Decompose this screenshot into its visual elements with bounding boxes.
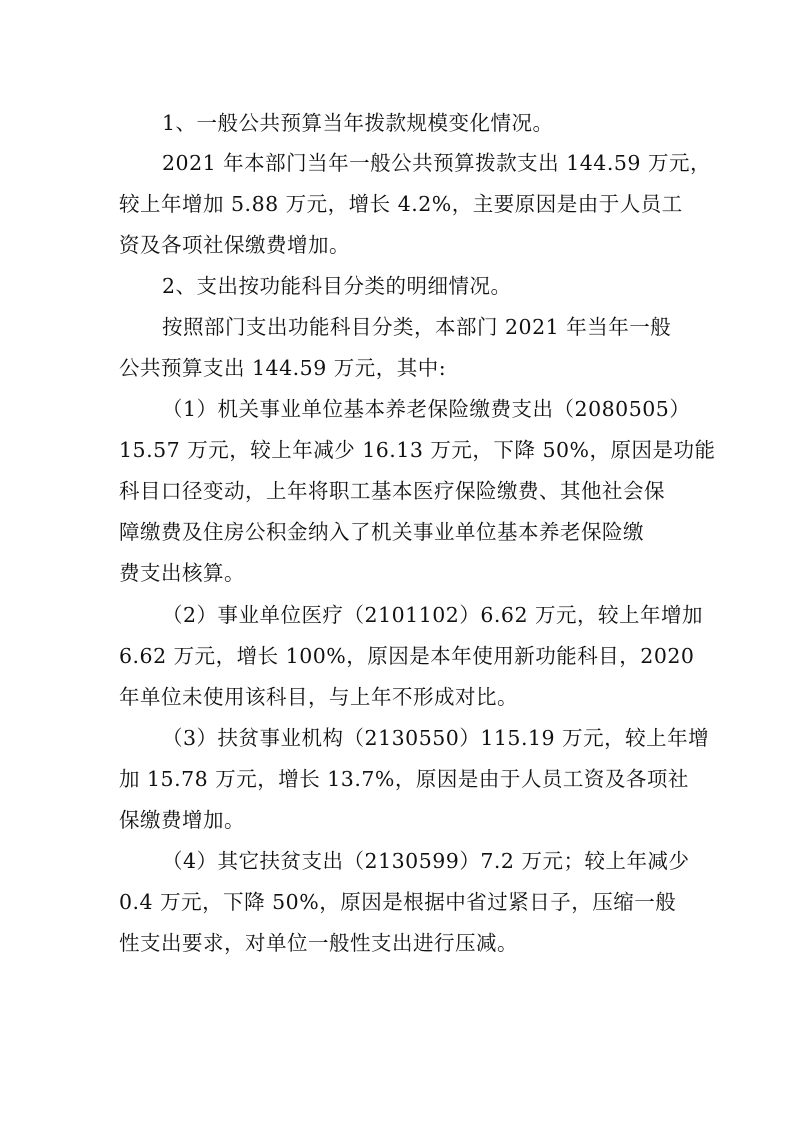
text-line: 较上年增加 5.88 万元，增长 4.2%，主要原因是由于人员工 [119,192,683,216]
paragraph-heading-2: 2、支出按功能科目分类的明细情况。 [162,274,512,298]
text-line: 0.4 万元，下降 50%，原因是根据中省过紧日子，压缩一般 [119,890,677,914]
text-line: 资及各项社保缴费增加。 [119,233,350,257]
text-line: 障缴费及住房公积金纳入了机关事业单位基本养老保险缴 [119,520,644,544]
text-line: 加 15.78 万元，增长 13.7%，原因是由于人员工资及各项社 [119,767,689,791]
text-line: 公共预算支出 144.59 万元，其中: [119,356,447,380]
text-line: 6.62 万元，增长 100%，原因是本年使用新功能科目，2020 [119,644,695,668]
text-line: 按照部门支出功能科目分类，本部门 2021 年当年一般 [162,315,672,339]
text-line: 年单位未使用该科目，与上年不形成对比。 [119,685,518,709]
paragraph-heading-1: 1、一般公共预算当年拨款规模变化情况。 [162,111,554,135]
text-line: 科目口径变动，上年将职工基本医疗保险缴费、其他社会保 [119,479,665,503]
text-line: （2）事业单位医疗（2101102）6.62 万元，较上年增加 [162,603,704,627]
text-line: 保缴费增加。 [119,808,245,832]
text-line: （4）其它扶贫支出（2130599）7.2 万元；较上年减少 [162,849,690,873]
text-line: （3）扶贫事业机构（2130550）115.19 万元，较上年增 [162,726,710,750]
text-line: 15.57 万元，较上年减少 16.13 万元，下降 50%，原因是功能 [119,438,716,462]
text-line: 2021 年本部门当年一般公共预算拨款支出 144.59 万元， [162,151,711,175]
text-line: （1）机关事业单位基本养老保险缴费支出（2080505） [162,397,691,421]
text-line: 性支出要求，对单位一般性支出进行压减。 [119,931,518,955]
text-line: 费支出核算。 [119,561,245,585]
